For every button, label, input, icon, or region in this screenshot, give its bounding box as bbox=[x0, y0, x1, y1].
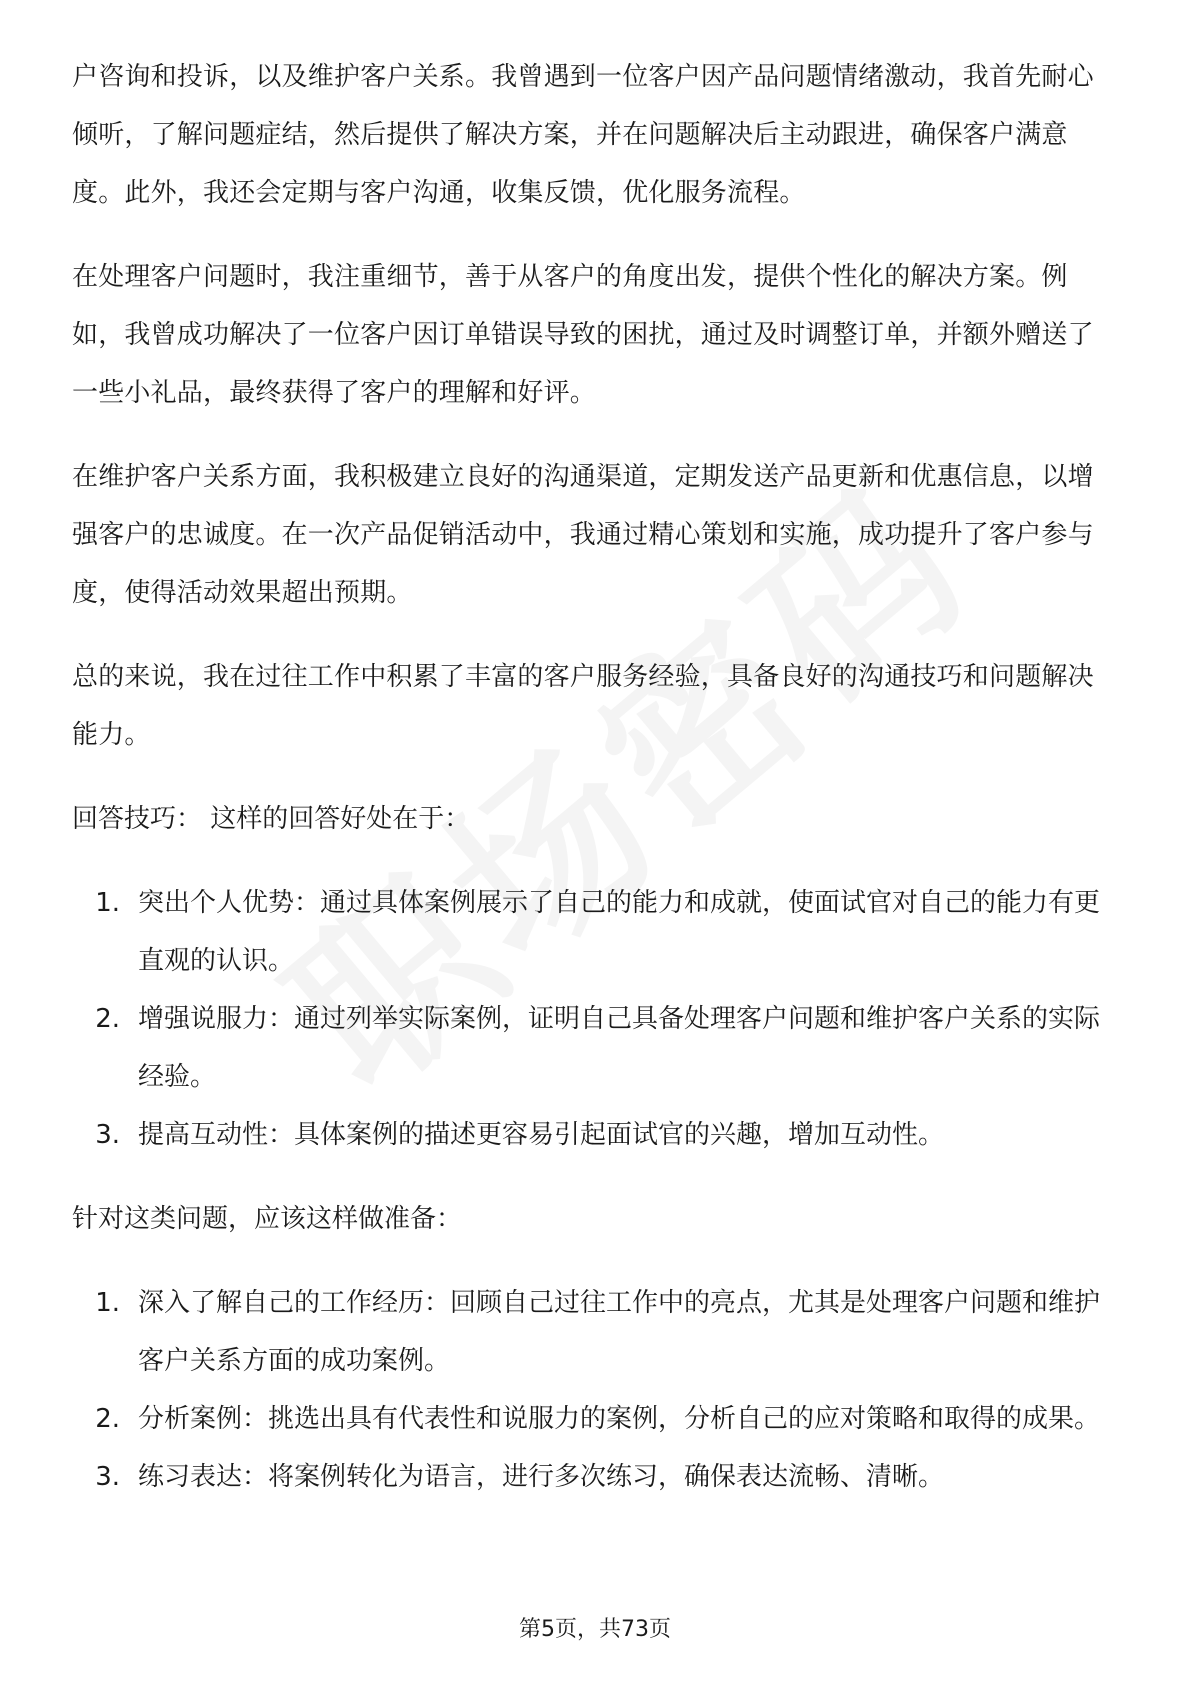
list-item bbox=[72, 1448, 1118, 1506]
list-item bbox=[72, 1390, 1118, 1448]
list-number: 2. bbox=[95, 1004, 120, 1034]
page-number: 第5页，共73页 bbox=[519, 1617, 671, 1642]
paragraph-4: 总的来说，我在过往工作中积累了丰富的客户服务经验，具备良好的沟通技巧和问题解决能力。 bbox=[72, 662, 1094, 750]
list-number: 1. bbox=[95, 888, 120, 918]
list-text: 提高互动性：具体案例的描述更容易引起面试官的兴趣，增加互动性。 bbox=[138, 1120, 945, 1150]
list-item bbox=[72, 1106, 1118, 1164]
list-text: 分析案例：挑选出具有代表性和说服力的案例，分析自己的应对策略和取得的成果。 bbox=[138, 1404, 1101, 1434]
list-text: 练习表达：将案例转化为语言，进行多次练习，确保表达流畅、清晰。 bbox=[138, 1462, 945, 1492]
prep-list bbox=[72, 1274, 1118, 1506]
list-item bbox=[72, 874, 1118, 990]
list-text: 深入了解自己的工作经历：回顾自己过往工作中的亮点，尤其是处理客户问题和维护客户关系方面的成功案例。 bbox=[138, 1288, 1101, 1376]
list-number: 3. bbox=[95, 1462, 120, 1492]
list-number: 3. bbox=[95, 1120, 120, 1150]
list-text: 突出个人优势：通过具体案例展示了自己的能力和成就，使面试官对自己的能力有更直观的认识。 bbox=[138, 888, 1101, 976]
paragraph-2: 在处理客户问题时，我注重细节，善于从客户的角度出发，提供个性化的解决方案。例如，我曾成功解决了一位客户因订单错误导致的困扰，通过及时调整订单，并额外赠送了一些小礼品，最终获得了客户的理解和好评。 bbox=[72, 262, 1094, 408]
tips-list bbox=[72, 874, 1118, 1164]
paragraph-3: 在维护客户关系方面，我积极建立良好的沟通渠道，定期发送产品更新和优惠信息，以增强客户的忠诚度。在一次产品促销活动中，我通过精心策划和实施，成功提升了客户参与度，使得活动效果超出预期。 bbox=[72, 462, 1094, 608]
prep-heading: 针对这类问题，应该这样做准备： bbox=[72, 1204, 463, 1234]
list-item bbox=[72, 1274, 1118, 1390]
tips-heading: 回答技巧： 这样的回答好处在于： bbox=[72, 804, 471, 834]
document-body bbox=[72, 48, 1118, 1532]
list-item bbox=[72, 990, 1118, 1106]
list-text: 增强说服力：通过列举实际案例，证明自己具备处理客户问题和维护客户关系的实际经验。 bbox=[138, 1004, 1101, 1092]
paragraph-1: 户咨询和投诉，以及维护客户关系。我曾遇到一位客户因产品问题情绪激动，我首先耐心倾听，了解问题症结，然后提供了解决方案，并在问题解决后主动跟进，确保客户满意度。此外，我还会定期与客户沟通，收集反馈，优化服务流程。 bbox=[72, 62, 1094, 208]
list-number: 2. bbox=[95, 1404, 120, 1434]
list-number: 1. bbox=[95, 1288, 120, 1318]
